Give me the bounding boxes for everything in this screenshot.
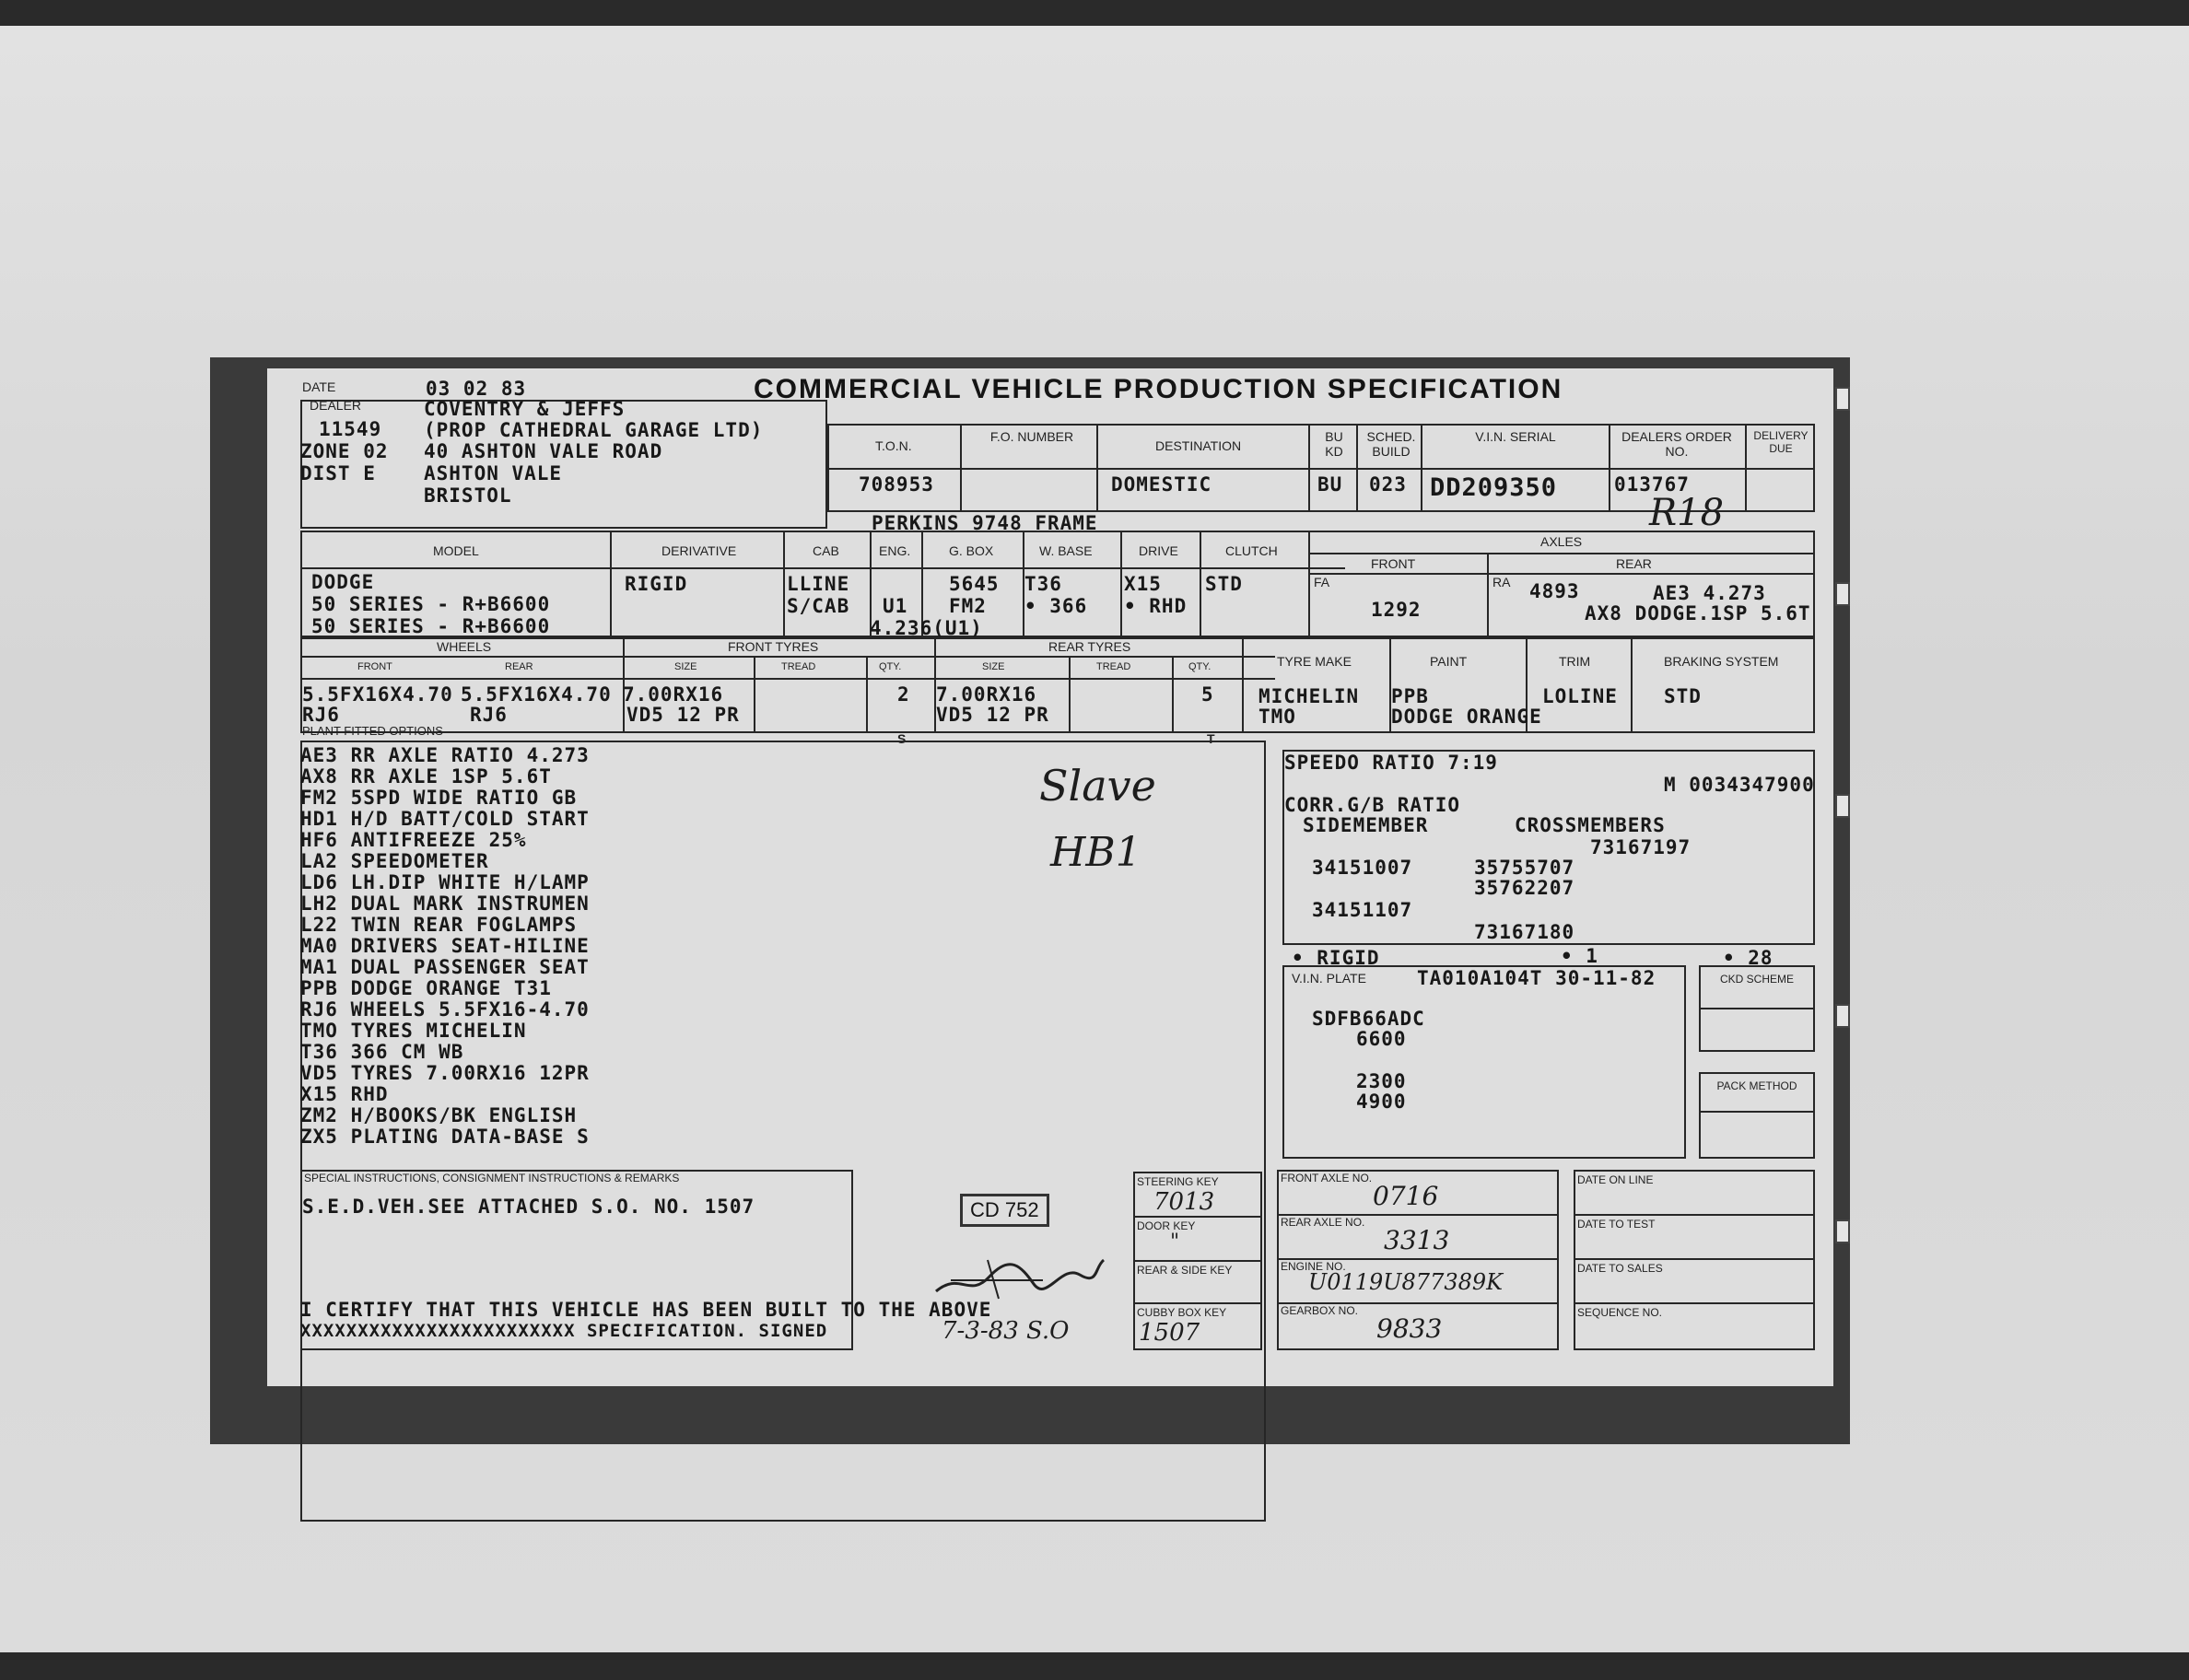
wheels-front-line-2: RJ6 <box>302 704 340 726</box>
ckd-scheme-label: CKD SCHEME <box>1719 973 1794 986</box>
plant-option-item: FM2 5SPD WIDE RATIO GB <box>300 787 578 809</box>
ft-size-line-1: 7.00RX16 <box>623 683 724 706</box>
rear-axle-line-1: AE3 4.273 <box>1653 582 1766 604</box>
edge-tick <box>1835 1219 1850 1243</box>
tyre-make-line-1: MICHELIN <box>1258 685 1360 707</box>
star-1-marker: • 1 <box>1561 945 1598 967</box>
sched-build-header: SCHED. BUILD <box>1366 429 1416 459</box>
model-line-2: 50 SERIES - R+B6600 <box>311 593 551 615</box>
axle-front-header: FRONT <box>1371 556 1416 571</box>
cubby-key-value: 1507 <box>1139 1319 1200 1347</box>
film-border-top <box>0 0 2189 26</box>
dealer-prop: (PROP CATHEDRAL GARAGE LTD) <box>424 419 764 441</box>
rear-axle-value: 3313 <box>1384 1225 1450 1255</box>
film-border-bottom <box>0 1652 2189 1680</box>
paint-header: PAINT <box>1430 654 1468 669</box>
drive-header: DRIVE <box>1139 543 1178 558</box>
bu-kd-value: BU <box>1317 473 1343 496</box>
front-axle-label: FRONT AXLE NO. <box>1281 1172 1373 1184</box>
vin-plate-box <box>1282 965 1686 1159</box>
cd-stamp: CD 752 <box>960 1194 1049 1227</box>
drive-line-2: • RHD <box>1124 595 1188 617</box>
ton-header: T.O.N. <box>875 438 912 453</box>
fa-label: FA <box>1314 575 1330 589</box>
plant-option-item: VD5 TYRES 7.00RX16 12PR <box>300 1062 590 1084</box>
gbox-line-2: FM2 <box>949 595 987 617</box>
plant-option-item: PPB DODGE ORANGE T31 <box>300 977 552 999</box>
ra-label: RA <box>1492 575 1511 589</box>
handwritten-hb1: HB1 <box>1050 829 1141 876</box>
pack-method-label: PACK METHOD <box>1716 1079 1797 1092</box>
destination-value: DOMESTIC <box>1111 473 1212 496</box>
dealer-address: 40 ASHTON VALE ROAD <box>424 440 663 462</box>
wbase-line-1: T36 <box>1024 573 1062 595</box>
special-instructions-value: S.E.D.VEH.SEE ATTACHED S.O. NO. 1507 <box>302 1196 755 1218</box>
date-on-line-label: DATE ON LINE <box>1577 1173 1654 1186</box>
dealer-area: ASHTON VALE <box>424 462 563 484</box>
rt-qty-value: 5 <box>1201 683 1214 706</box>
sidemember-1: 34151007 <box>1312 857 1413 879</box>
sidemember-label: SIDEMEMBER <box>1303 814 1429 836</box>
axles-header: AXLES <box>1540 534 1583 549</box>
paint-line-2: DODGE ORANGE <box>1391 706 1542 728</box>
rt-size-header: SIZE <box>982 661 1005 672</box>
star-28-marker: • 28 <box>1723 947 1773 969</box>
vin-plate-label: V.I.N. PLATE <box>1292 971 1366 986</box>
crossmember-2: 35755707 <box>1474 857 1575 879</box>
plant-option-item: T36 366 CM WB <box>300 1041 464 1063</box>
plant-option-item: LD6 LH.DIP WHITE H/LAMP <box>300 871 590 893</box>
dealer-code: 11549 <box>319 418 382 440</box>
wheels-header: WHEELS <box>437 639 492 654</box>
gbox-header: G. BOX <box>949 543 994 558</box>
plant-option-item: MA0 DRIVERS SEAT-HILINE <box>300 935 590 957</box>
trim-value: LOLINE <box>1542 685 1618 707</box>
dealer-zone: ZONE 02 <box>300 440 389 462</box>
destination-header: DESTINATION <box>1155 438 1242 453</box>
dealers-order-header: DEALERS ORDER NO. <box>1621 429 1732 459</box>
handwritten-r18: R18 <box>1649 492 1725 534</box>
rear-axle-label: REAR AXLE NO. <box>1281 1216 1365 1229</box>
ft-qty-header: QTY. <box>879 661 902 672</box>
marker-t: T <box>1207 731 1215 746</box>
ft-tread-header: TREAD <box>781 661 816 672</box>
dealer-label: DEALER <box>310 398 362 413</box>
vin-plate-line-3: 2300 <box>1356 1070 1407 1092</box>
engine-spec: 4.236(U1) <box>870 617 983 639</box>
dealer-dist: DIST E <box>300 462 376 484</box>
plant-option-item: AE3 RR AXLE RATIO 4.273 <box>300 744 590 766</box>
vin-plate-line-4: 4900 <box>1356 1091 1407 1113</box>
delivery-due-header: DELIVERY DUE <box>1753 429 1809 455</box>
plant-option-item: L22 TWIN REAR FOGLAMPS <box>300 914 578 936</box>
plant-option-item: TMO TYRES MICHELIN <box>300 1020 527 1042</box>
eng-header: ENG. <box>879 543 911 558</box>
derivative-header: DERIVATIVE <box>661 543 737 558</box>
wheels-front-line-1: 5.5FX16X4.70 <box>302 683 453 706</box>
ra-value: 4893 <box>1529 580 1580 602</box>
derivative-value: RIGID <box>625 573 688 595</box>
wheels-rear-header: REAR <box>505 661 533 672</box>
rt-tread-header: TREAD <box>1096 661 1131 672</box>
dealer-name: COVENTRY & JEFFS <box>424 398 626 420</box>
gearbox-no-value: 9833 <box>1376 1313 1443 1344</box>
braking-value: STD <box>1664 685 1702 707</box>
vin-plate-line-2: 6600 <box>1356 1028 1407 1050</box>
vin-serial-header: V.I.N. SERIAL <box>1475 429 1556 444</box>
clutch-value: STD <box>1205 573 1243 595</box>
edge-tick <box>1835 794 1850 818</box>
spec-form <box>267 368 1833 1386</box>
crossmember-3: 35762207 <box>1474 877 1575 899</box>
edge-tick <box>1835 387 1850 411</box>
clutch-header: CLUTCH <box>1225 543 1278 558</box>
rt-size-line-2: VD5 12 PR <box>936 704 1049 726</box>
cubby-key-label: CUBBY BOX KEY <box>1137 1306 1227 1319</box>
door-key-value: " <box>1170 1231 1180 1254</box>
plant-option-item: LA2 SPEEDOMETER <box>300 850 489 872</box>
date-value: 03 02 83 <box>426 378 527 400</box>
ton-value: 708953 <box>859 473 934 496</box>
sequence-no-label: SEQUENCE NO. <box>1577 1306 1663 1319</box>
certify-line-1: I CERTIFY THAT THIS VEHICLE HAS BEEN BUILT TO THE ABOVE <box>300 1299 992 1321</box>
plant-option-item: HF6 ANTIFREEZE 25% <box>300 829 527 851</box>
steering-key-value: 7013 <box>1153 1188 1215 1216</box>
signature <box>932 1243 1107 1308</box>
cab-header: CAB <box>813 543 839 558</box>
rigid-marker: • RIGID <box>1292 947 1380 969</box>
date-label: DATE <box>302 379 336 394</box>
model-line-3: 50 SERIES - R+B6600 <box>311 615 551 637</box>
corr-gb-ratio: CORR.G/B RATIO <box>1284 794 1461 816</box>
steering-key-label: STEERING KEY <box>1137 1175 1219 1188</box>
wheels-front-header: FRONT <box>357 661 392 672</box>
certify-line-2: XXXXXXXXXXXXXXXXXXXXXXXX SPECIFICATION. SIGNED <box>300 1321 828 1341</box>
door-key-label: DOOR KEY <box>1137 1219 1196 1232</box>
gearbox-no-label: GEARBOX NO. <box>1281 1304 1359 1317</box>
engine-frame-line: PERKINS 9748 FRAME <box>872 512 1098 534</box>
bu-kd-header: BU KD <box>1325 429 1343 459</box>
front-tyres-header: FRONT TYRES <box>728 639 819 654</box>
plant-option-item: X15 RHD <box>300 1083 389 1105</box>
crossmembers-label: CROSSMEMBERS <box>1515 814 1666 836</box>
handwritten-slave: Slave <box>1039 761 1156 811</box>
ft-size-line-2: VD5 12 PR <box>626 704 740 726</box>
plant-option-item: ZX5 PLATING DATA-BASE S <box>300 1126 590 1148</box>
engine-no-label: ENGINE NO. <box>1281 1260 1346 1273</box>
plant-option-item: HD1 H/D BATT/COLD START <box>300 808 590 830</box>
edge-tick <box>1835 1004 1850 1028</box>
rear-tyres-header: REAR TYRES <box>1048 639 1131 654</box>
date-to-test-label: DATE TO TEST <box>1577 1218 1656 1231</box>
sched-build-value: 023 <box>1369 473 1407 496</box>
form-title: COMMERCIAL VEHICLE PRODUCTION SPECIFICATION <box>754 374 1563 404</box>
vin-serial-value: DD209350 <box>1430 473 1558 502</box>
plant-option-item: LH2 DUAL MARK INSTRUMEN <box>300 892 590 915</box>
signed-date: 7-3-83 S.O <box>942 1317 1070 1345</box>
plant-option-item: RJ6 WHEELS 5.5FX16-4.70 <box>300 998 590 1021</box>
sidemember-2: 34151107 <box>1312 899 1413 921</box>
rt-size-line-1: 7.00RX16 <box>936 683 1037 706</box>
date-to-sales-label: DATE TO SALES <box>1577 1262 1663 1275</box>
drive-line-1: X15 <box>1124 573 1162 595</box>
model-header: MODEL <box>433 543 479 558</box>
dealers-order-value: 013767 <box>1614 473 1690 496</box>
speedo-ratio: SPEEDO RATIO 7:19 <box>1284 752 1498 774</box>
wheels-rear-line-1: 5.5FX16X4.70 <box>461 683 612 706</box>
plant-option-item: AX8 RR AXLE 1SP 5.6T <box>300 765 552 788</box>
crossmember-4: 73167180 <box>1474 921 1575 943</box>
special-instructions-label: SPECIAL INSTRUCTIONS, CONSIGNMENT INSTRUCTIONS & REMARKS <box>304 1172 680 1184</box>
rear-side-key-label: REAR & SIDE KEY <box>1137 1264 1233 1277</box>
fa-value: 1292 <box>1371 599 1422 621</box>
ft-qty-value: 2 <box>897 683 910 706</box>
eng-value: U1 <box>883 595 908 617</box>
wheels-rear-line-2: RJ6 <box>470 704 508 726</box>
front-axle-value: 0716 <box>1373 1181 1439 1211</box>
braking-header: BRAKING SYSTEM <box>1664 654 1779 669</box>
model-line-1: DODGE <box>311 571 375 593</box>
marker-s: S <box>897 731 907 746</box>
wbase-header: W. BASE <box>1039 543 1093 558</box>
paint-line-1: PPB <box>1391 685 1429 707</box>
plant-options-header: PLANT FITTED OPTIONS <box>302 724 443 738</box>
tyre-make-header: TYRE MAKE <box>1277 654 1352 669</box>
speedo-serial: M 0034347900 <box>1664 774 1815 796</box>
fo-number-header: F.O. NUMBER <box>989 429 1074 444</box>
tyre-make-line-2: TMO <box>1258 706 1296 728</box>
plant-option-item: MA1 DUAL PASSENGER SEAT <box>300 956 590 978</box>
dealer-city: BRISTOL <box>424 484 512 507</box>
vin-plate-value: TA010A104T 30-11-82 <box>1417 967 1656 989</box>
ft-size-header: SIZE <box>674 661 697 672</box>
plant-option-item: ZM2 H/BOOKS/BK ENGLISH <box>300 1104 578 1126</box>
vin-plate-line-1: SDFB66ADC <box>1312 1008 1425 1030</box>
dates-box <box>1574 1170 1815 1350</box>
cab-line-1: LLINE <box>787 573 850 595</box>
rt-qty-header: QTY. <box>1188 661 1212 672</box>
wbase-line-2: • 366 <box>1024 595 1088 617</box>
rear-axle-line-2: AX8 DODGE.1SP 5.6T <box>1585 602 1811 624</box>
cab-line-2: S/CAB <box>787 595 850 617</box>
axle-rear-header: REAR <box>1616 556 1652 571</box>
trim-header: TRIM <box>1559 654 1591 669</box>
gbox-line-1: 5645 <box>949 573 1000 595</box>
edge-tick <box>1835 582 1850 606</box>
engine-no-value: U0119U877389K <box>1308 1269 1504 1295</box>
crossmember-1: 73167197 <box>1590 836 1692 858</box>
